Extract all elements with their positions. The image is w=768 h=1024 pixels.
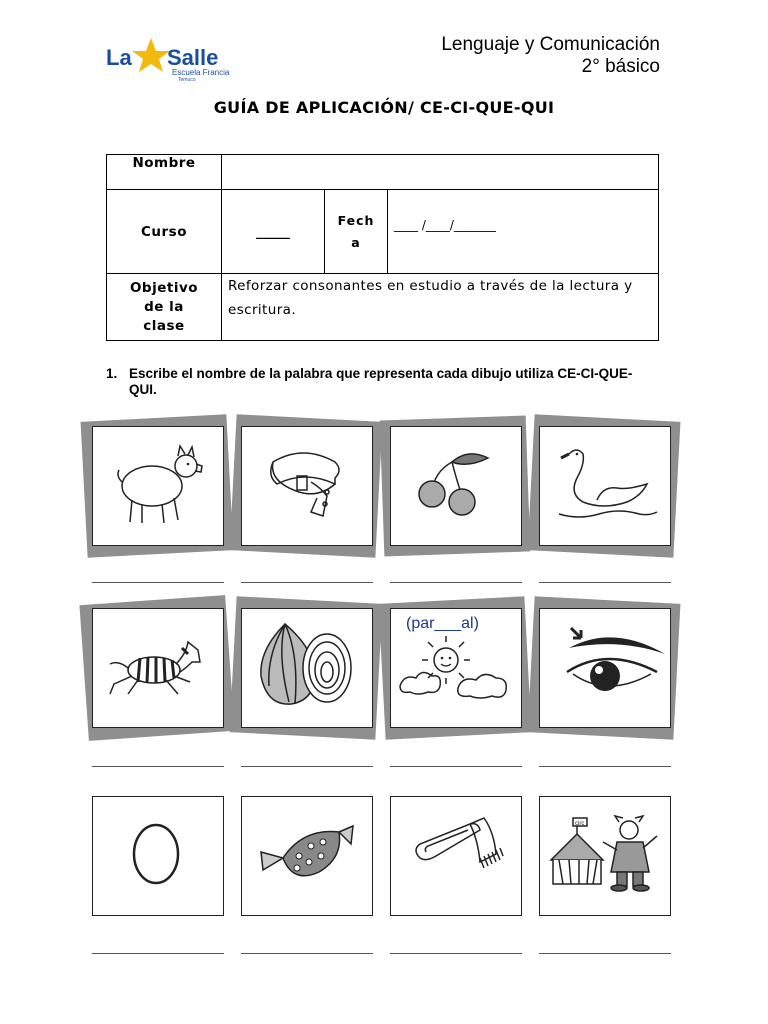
subject: Lenguaje y Comunicación (441, 34, 660, 55)
word-hint: (par___al) (406, 615, 479, 632)
date-label: Fech a (325, 190, 388, 274)
picture-card-pig (92, 426, 224, 546)
page-title: GUÍA DE APLICACIÓN/ CE-CI-QUE-QUI (213, 98, 555, 117)
student-info-table (106, 154, 659, 341)
picture-card-circus (539, 796, 671, 916)
answer-line[interactable] (539, 766, 671, 767)
answer-line[interactable] (92, 766, 224, 767)
swan-icon (539, 426, 669, 544)
picture-card-cherries (390, 426, 522, 546)
instruction-1 (106, 366, 646, 398)
onion-icon (241, 608, 371, 726)
sun-clouds-icon (390, 608, 520, 726)
collar-icon (241, 426, 371, 544)
picture-card-eyebrow (539, 608, 671, 728)
candy-icon (241, 796, 371, 914)
objective-label: Objetivo de la clase (107, 274, 222, 341)
answer-line[interactable] (539, 582, 671, 583)
picture-card-brush (390, 796, 522, 916)
picture-card-onion (241, 608, 373, 728)
name-label: Nombre (107, 155, 222, 190)
zebra-icon (92, 608, 222, 726)
svg-text:La: La (106, 45, 132, 70)
svg-text:Salle: Salle (167, 45, 219, 70)
la-salle-logo (104, 34, 234, 86)
logo-subtitle: Escuela Francia (172, 68, 230, 77)
circus-icon (539, 796, 669, 914)
logo-city: Temuco (178, 77, 196, 83)
eyebrow-icon (539, 608, 669, 726)
answer-line[interactable] (390, 766, 522, 767)
date-field[interactable]: ____ /____/_______ (388, 190, 659, 274)
instruction-text: Escribe el nombre de la palabra que representa cada dibujo utiliza CE-CI-QUE-QUI. (129, 366, 633, 397)
cherries-icon (390, 426, 520, 544)
zero-icon (92, 796, 222, 914)
name-field[interactable] (222, 155, 659, 190)
grade: 2° básico (581, 56, 660, 77)
answer-line[interactable] (92, 953, 224, 954)
answer-line[interactable] (390, 953, 522, 954)
picture-card-zebra (92, 608, 224, 728)
answer-line[interactable] (390, 582, 522, 583)
picture-card-collar (241, 426, 373, 546)
pig-icon (92, 426, 222, 544)
picture-card-candy (241, 796, 373, 916)
document-header (441, 34, 660, 78)
instruction-number: 1. (106, 366, 118, 381)
course-label: Curso (107, 190, 222, 274)
brush-icon (390, 796, 520, 914)
objective-text: Reforzar consonantes en estudio a través de la lectura y escritura. (222, 274, 659, 341)
answer-line[interactable] (241, 582, 373, 583)
picture-card-swan (539, 426, 671, 546)
course-field[interactable]: _____ (222, 190, 325, 274)
answer-line[interactable] (92, 582, 224, 583)
answer-line[interactable] (241, 953, 373, 954)
circus-flag-text: circ (575, 821, 585, 827)
picture-card-zero (92, 796, 224, 916)
answer-line[interactable] (241, 766, 373, 767)
picture-card-sun-clouds (390, 608, 522, 728)
answer-line[interactable] (539, 953, 671, 954)
